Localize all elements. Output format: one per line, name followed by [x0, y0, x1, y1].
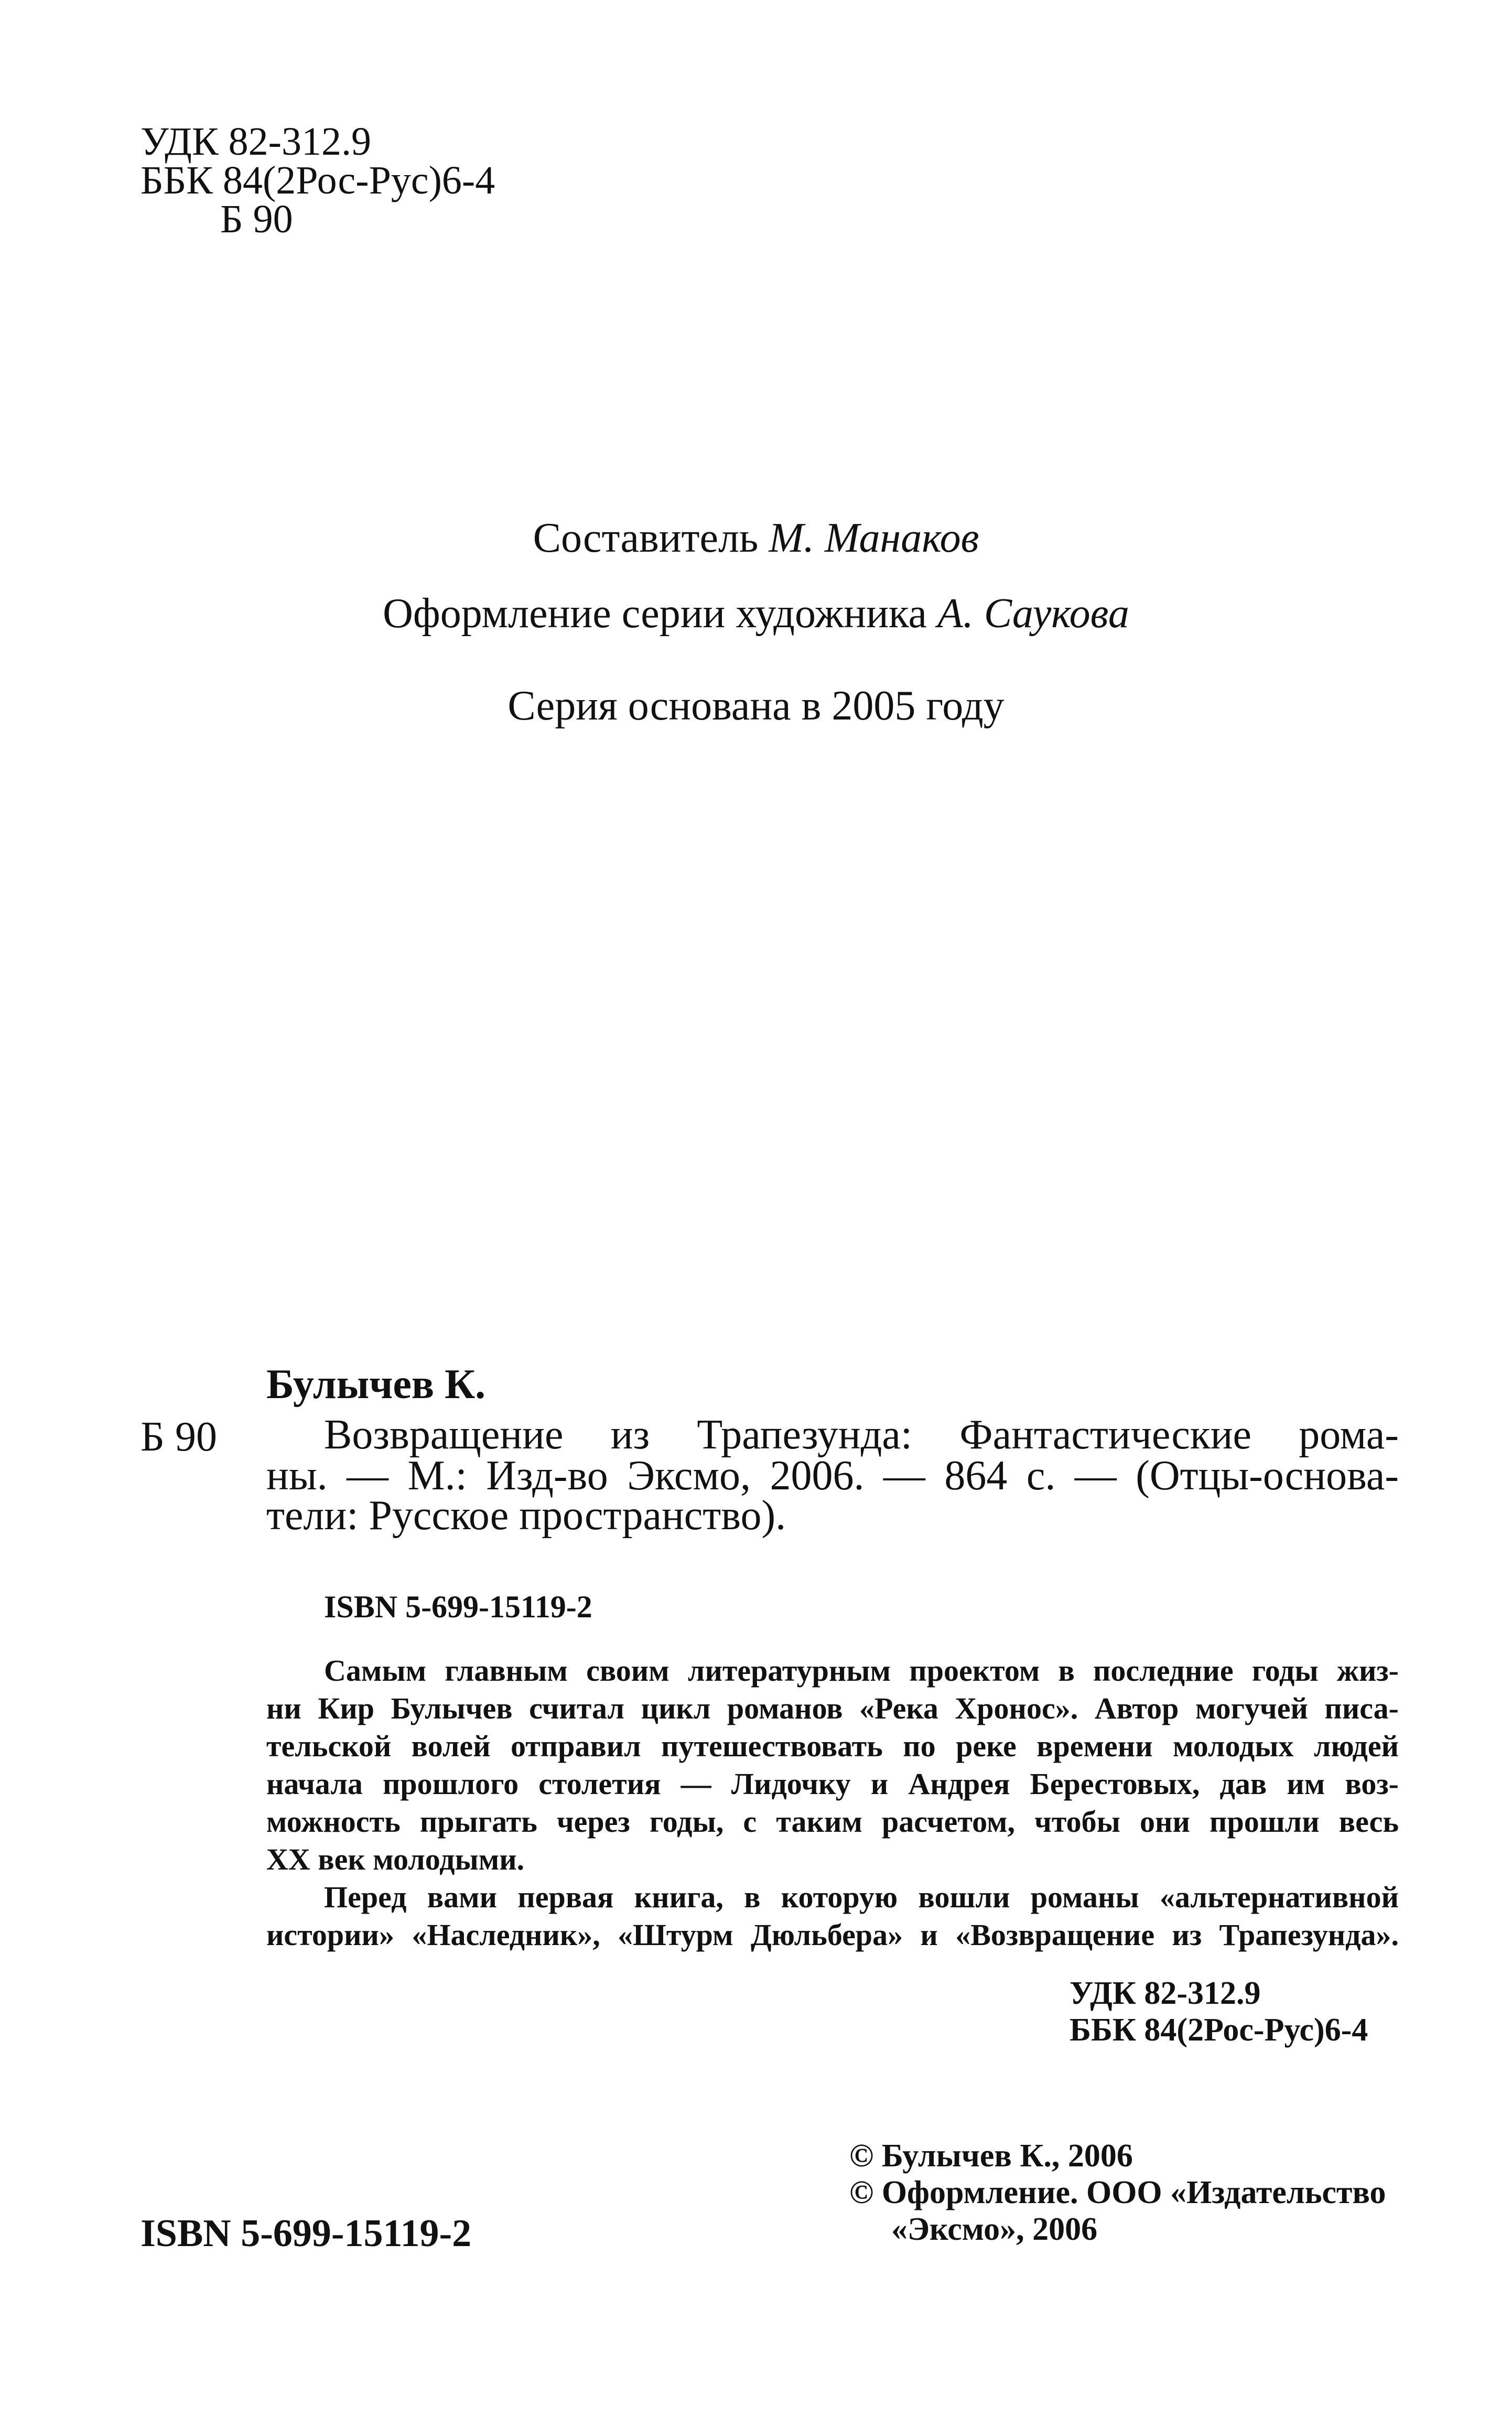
design-name: А. Саукова — [937, 590, 1129, 637]
bbk-bottom: ББК 84(2Рос-Рус)6-4 — [1070, 2012, 1368, 2048]
catalog-author: Булычев К. — [266, 1361, 486, 1408]
copyright-author: © Булычев К., 2006 — [849, 2138, 1133, 2174]
copyright-design-cont: «Эксмо», 2006 — [891, 2211, 1098, 2247]
series-note: Серия основана в 2005 году — [507, 683, 1005, 729]
annotation-line: Перед вами первая книга, в которую вошли романы «альтернативной — [324, 1880, 1399, 1914]
annotation-line: можность прыгать через годы, с таким расчетом, чтобы они прошли весь — [266, 1805, 1399, 1839]
annotation-line: ни Кир Булычев считал цикл романов «Река Хронос». Автор могучей писа- — [266, 1691, 1399, 1725]
bbk-top: ББК 84(2Рос-Рус)6-4 — [141, 158, 495, 202]
annotation-line: тельской волей отправил путешествовать по реке времени молодых людей — [266, 1729, 1399, 1763]
annotation-para2-first — [324, 1878, 1399, 1916]
catalog-index: Б 90 — [141, 1414, 217, 1460]
annotation-line: начала прошлого столетия — Лидочку и Андрея Берестовых, дав им воз- — [266, 1767, 1399, 1801]
annotation-line: XX век молодыми. — [266, 1842, 525, 1876]
annotation-line: истории» «Наследник», «Штурм Дюльбера» и «Возвращение из Трапезунда». — [266, 1918, 1399, 1952]
annotation-para1-first — [324, 1652, 1399, 1690]
annotation-line: Самым главным своим литературным проектом в последние годы жиз- — [324, 1653, 1399, 1688]
catalog-code-top: Б 90 — [220, 197, 293, 241]
compiler-credit — [0, 517, 1512, 559]
catalog-title-line: Возвращение из Трапезунда: Фантастические рома- — [324, 1412, 1399, 1458]
catalog-isbn: ISBN 5-699-15119-2 — [324, 1590, 592, 1624]
compiler-label: Составитель — [533, 515, 759, 561]
annotation-para2 — [266, 1916, 1399, 1954]
udk-top: УДК 82-312.9 — [141, 120, 371, 164]
udk-bottom: УДК 82-312.9 — [1070, 1975, 1261, 2011]
catalog-title-cont — [266, 1453, 1399, 1539]
design-credit — [0, 590, 1512, 637]
annotation-para1 — [266, 1690, 1399, 1878]
catalog-title-line: ны. — М.: Изд-во Эксмо, 2006. — 864 с. — (Отцы-основа- — [266, 1453, 1399, 1499]
isbn-bottom: ISBN 5-699-15119-2 — [141, 2212, 472, 2255]
catalog-title — [324, 1412, 1399, 1458]
design-label: Оформление серии художника — [383, 590, 927, 637]
catalog-title-line: тели: Русское пространство). — [266, 1492, 786, 1539]
compiler-name: М. Манаков — [769, 515, 979, 561]
copyright-design: © Оформление. ООО «Издательство — [849, 2175, 1386, 2210]
